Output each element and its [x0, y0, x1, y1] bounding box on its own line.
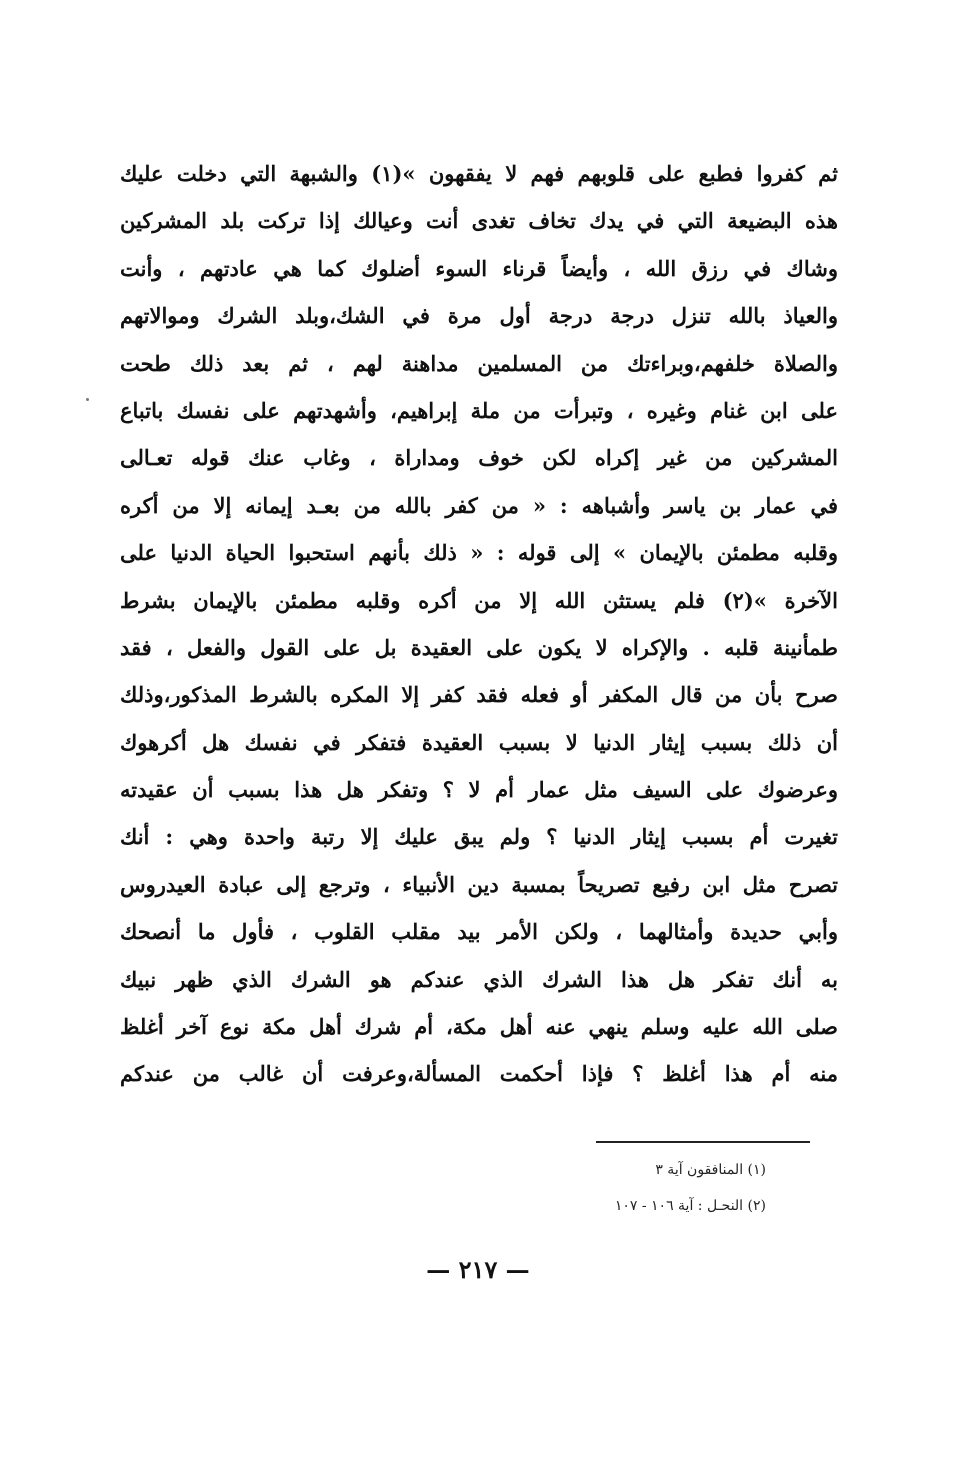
text-line: على ابن غنام وغيره ، وتبرأت من ملة إبراهيم، وأشهدتهم على نفسك باتباع: [120, 397, 838, 423]
footnotes: [406, 1152, 766, 1224]
scan-speck: [86, 398, 89, 401]
text-line: والصلاة خلفهم،وبراءتك من المسلمين مداهنة لهم ، ثم بعد ذلك طحت: [120, 350, 838, 376]
body-text: [120, 150, 838, 1098]
text-line: وشاك في رزق الله ، وأيضاً قرناء السوء أضلوك كما هي عادتهم ، وأنت: [120, 255, 838, 281]
footnote-1: (١) المنافقون آية ٣: [655, 1162, 766, 1178]
text-line: تغيرت أم بسبب إيثار الدنيا ؟ ولم يبق عليك إلا رتبة واحدة وهي : أنك: [120, 824, 838, 850]
text-line: ثم كفروا فطبع على قلوبهم فهم لا يفقهون »(١) والشبهة التي دخلت عليك: [120, 161, 838, 186]
text-line: الآخرة »(٢) فلم يستثن الله إلا من أكره وقلبه مطمئن بالإيمان بشرط: [120, 587, 838, 613]
text-line: طمأنينة قلبه . والإكراه لا يكون على العقيدة بل على القول والفعل ، فقد: [120, 634, 838, 660]
page-number: — ٢١٧ —: [426, 1255, 530, 1284]
text-line: المشركين من غير إكراه لكن خوف ومداراة ، وغاب عنك قوله تعـالى: [120, 445, 838, 471]
text-line: صرح بأن من قال المكفر أو فعله فقد كفر إلا المكره بالشرط المذكور،وذلك: [120, 682, 838, 708]
text-line: والعياذ بالله تنزل درجة درجة أول مرة في الشك،وبلد الشرك وموالاتهم: [120, 303, 838, 329]
text-line: هذه البضيعة التي في يدك تخاف تغدى أنت وعيالك إذا تركت بلد المشركين: [120, 208, 838, 234]
text-line: وعرضوك على السيف مثل عمار أم لا ؟ وتفكر هل هذا بسبب أن عقيدته: [120, 777, 838, 803]
text-line: وقلبه مطمئن بالإيمان » إلى قوله : « ذلك بأنهم استحبوا الحياة الدنيا على: [120, 540, 838, 566]
footnote-2: (٢) النحـل : آية ١٠٦ - ١٠٧: [614, 1198, 766, 1214]
text-line: أن ذلك بسبب إيثار الدنيا لا بسبب العقيدة فتفكر في نفسك هل أكرهوك: [120, 729, 838, 755]
text-line: منه أم هذا أغلظ ؟ فإذا أحكمت المسألة،وعرفت أن غالب من عندكم: [120, 1061, 838, 1087]
text-line: في عمار بن ياسر وأشباهه : « من كفر بالله من بعـد إيمانه إلا من أكره: [120, 492, 838, 518]
text-line: به أنك تفكر هل هذا الشرك الذي عندكم هو الشرك الذي ظهر نبيك: [120, 966, 838, 992]
footnote-divider: [596, 1141, 810, 1143]
text-line: تصرح مثل ابن رفيع تصريحاً بمسبة دين الأنبياء ، وترجع إلى عبادة العيدروس: [120, 871, 838, 897]
text-line: وأبي حديدة وأمثالهما ، ولكن الأمر بيد مقلب القلوب ، فأول ما أنصحك: [120, 919, 838, 945]
text-line: صلى الله عليه وسلم ينهي عنه أهل مكة، أم شرك أهل مكة نوع آخر أغلظ: [120, 1014, 838, 1040]
